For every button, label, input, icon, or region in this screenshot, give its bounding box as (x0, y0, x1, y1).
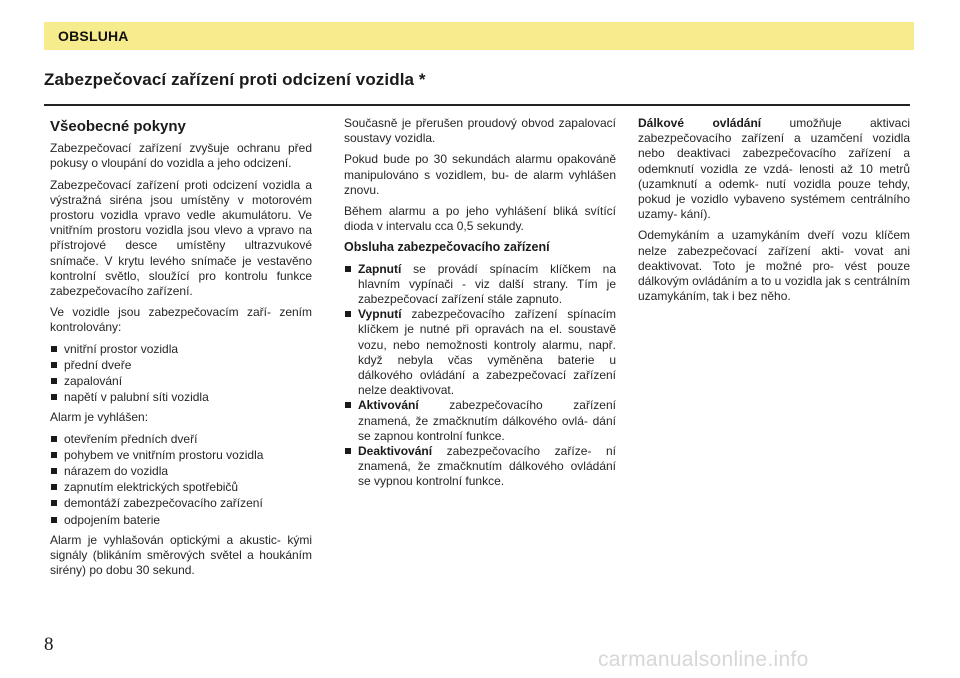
bullet-square-icon (345, 448, 351, 454)
repeat-alarm-paragraph: Pokud bude po 30 sekundách alarmu opakováně manipulováno s vozidlem, bu- de alarm vyhlášen znovu. (344, 152, 616, 197)
column-middle (344, 116, 616, 490)
list-item: odpojením baterie (50, 513, 312, 528)
activation-item (344, 398, 616, 444)
alarm-signal-paragraph: Alarm je vyhlašován optickými a akustic- kými signály (blikáním směrových světel a houkáním sirény) po dobu 30 sekund. (50, 532, 312, 578)
key-lock-paragraph: Odemykáním a uzamykáním dveří vozu klíčem nelze zabezpečovací zařízení akti- vovat ani deaktivovat. Toto je možné pro- vést pouze dálkovým ovládáním a to u vozidla jak s centrálním uzamykáním, tak i bez něho. (638, 228, 910, 304)
list-item: nárazem do vozidla (50, 464, 312, 479)
list-item: otevřením předních dveří (50, 432, 312, 447)
item-text: zabezpečovacího zaříze- ní znamená, že zmačknutím dálkového ovládání se vypnou kontrolní funkce. (358, 444, 616, 489)
switch-on-item (344, 262, 616, 308)
page-number: 8 (44, 634, 54, 655)
general-instructions-heading: Všeobecné pokyny (50, 118, 186, 135)
item-text: se provádí spínacím klíčkem na hlavním vypínači - viz další strany. Tím je zabezpečovací zařízení stále zapnuto. (358, 261, 616, 307)
intro-paragraph: Zabezpečovací zařízení zvyšuje ochranu před pokusy o vloupání do vozidla a jeho odcizení. (50, 141, 312, 171)
alarm-intro: Alarm je vyhlášen: (50, 410, 149, 425)
monitored-intro: Ve vozidle jsou zabezpečovacím zaří- zením kontrolovány: (50, 305, 312, 335)
column-left (50, 116, 312, 584)
list-item: pohybem ve vnitřním prostoru vozidla (50, 448, 312, 463)
remote-control-lead: Dálkové ovládání (638, 116, 762, 130)
remote-control-paragraph (638, 116, 910, 222)
switch-off-item (344, 307, 616, 398)
watermark-text: carmanualsonline.info (598, 648, 809, 671)
item-lead: Deaktivování (358, 444, 433, 459)
list-item: vnitřní prostor vozidla (50, 342, 312, 357)
title-divider (44, 104, 910, 106)
item-text: zabezpečovacího zařízení znamená, že zmačknutím dálkového ovlá- dání se zapnou kontrolní funkce. (358, 398, 616, 443)
bullet-square-icon (345, 311, 351, 317)
item-lead: Vypnutí (358, 307, 402, 322)
item-lead: Aktivování (358, 398, 419, 413)
monitored-list (50, 342, 312, 406)
bullet-square-icon (345, 266, 351, 272)
deactivation-item (344, 444, 616, 490)
column-right (638, 116, 910, 310)
list-item: napětí v palubní síti vozidla (50, 390, 312, 405)
list-item: přední dveře (50, 358, 312, 373)
page-title: Zabezpečovací zařízení proti odcizení vozidla * (44, 70, 426, 89)
list-item: zapnutím elektrických spotřebičů (50, 480, 312, 495)
item-text: zabezpečovacího zařízení spínacím klíčkem je nutné při opravách na el. soustavě vozu, nebo nemožnosti kontroly alarmu, např. když nebyla včas vyměněna baterie u dálkového ovládání a zabezpečovací zařízení nelze deaktivovat. (358, 307, 616, 398)
list-item: demontáží zabezpečovacího zařízení (50, 496, 312, 511)
trigger-list (50, 432, 312, 528)
section-header-bar (44, 22, 914, 50)
item-lead: Zapnutí (358, 261, 402, 276)
remote-control-text: umožňuje aktivaci zabezpečovacího zařízení a uzamčení vozidla nebo deaktivaci zabezpečovacího zařízení a odemknutí vozidla ze vzdá- lenosti až 10 metrů (uzamknutí a odemk- nutí vozidla pouze tehdy, pokud je vozidlo vybaveno systémem centrálního uzamy- kání). (638, 116, 910, 222)
led-paragraph: Během alarmu a po jeho vyhlášení bliká svítící dioda v intervalu cca 0,5 sekundy. (344, 204, 616, 234)
section-label: OBSLUHA (58, 28, 129, 44)
list-item: zapalování (50, 374, 312, 389)
bullet-square-icon (345, 402, 351, 408)
location-paragraph: Zabezpečovací zařízení proti odcizení vozidla a výstražná siréna jsou umístěny v motorovém prostoru vozidla vpravo vedle akumulátoru. Ve vnitřním prostoru vozidla jsou vlevo a vpravo na přístrojové desce umístěny ultrazvukové snímače. V krytu levého snímače je vestavěno kontrolní světlo, sloužící pro kontrolu funkce zabezpečovacího zařízení. (50, 177, 312, 299)
operation-heading: Obsluha zabezpečovacího zařízení (344, 240, 550, 255)
ignition-cut-paragraph: Současně je přerušen proudový obvod zapalovací soustavy vozidla. (344, 116, 616, 146)
